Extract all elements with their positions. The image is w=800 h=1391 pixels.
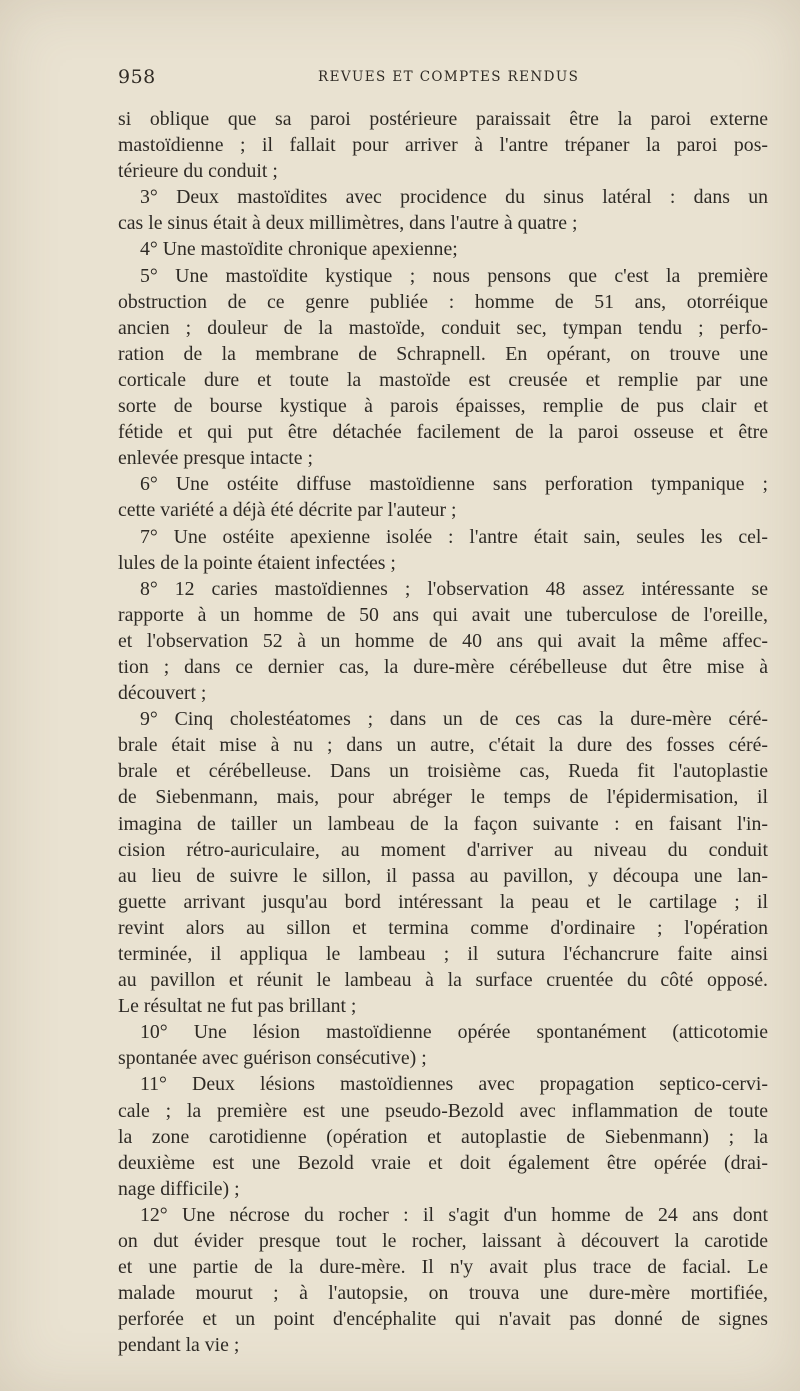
text-line: rapporte à un homme de 50 ans qui avait une tuberculose de l'oreille, bbox=[118, 603, 768, 626]
text-line: au lieu de suivre le sillon, il passa au pavillon, y découpa une lan- bbox=[118, 864, 768, 887]
text-line: 11° Deux lésions mastoïdiennes avec propagation septico-cervi- bbox=[140, 1073, 768, 1096]
text-line: si oblique que sa paroi postérieure paraissait être la paroi externe bbox=[118, 108, 768, 130]
text-line: perforée et un point d'encéphalite qui n'avait pas donné de signes bbox=[118, 1308, 768, 1331]
text-line: cale ; la première est une pseudo-Bezold avec inflammation de toute bbox=[118, 1099, 768, 1122]
text-line: découvert ; bbox=[118, 682, 207, 705]
text-line: guette arrivant jusqu'au bord intéressant la peau et le cartilage ; il bbox=[118, 890, 768, 913]
text-line: Le résultat ne fut pas brillant ; bbox=[118, 995, 357, 1018]
text-line: brale était mise à nu ; dans un autre, c'était la dure des fosses céré- bbox=[118, 734, 768, 757]
text-line: 8° 12 caries mastoïdiennes ; l'observation 48 assez intéressante se bbox=[140, 577, 768, 600]
text-line: ration de la membrane de Schrapnell. En opérant, on trouve une bbox=[118, 342, 768, 365]
text-line: 3° Deux mastoïdites avec procidence du sinus latéral : dans un bbox=[140, 186, 768, 209]
text-line: obstruction de ce genre publiée : homme de 51 ans, otorréique bbox=[118, 290, 768, 313]
page-number: 958 bbox=[118, 66, 156, 88]
text-line: tion ; dans ce dernier cas, la dure-mère cérébelleuse dut être mise à bbox=[118, 655, 768, 678]
text-line: brale et cérébelleuse. Dans un troisième cas, Rueda fit l'autoplastie bbox=[118, 760, 768, 783]
text-line: 10° Une lésion mastoïdienne opérée spontanément (atticotomie bbox=[140, 1021, 768, 1044]
text-line: 9° Cinq cholestéatomes ; dans un de ces cas la dure-mère céré- bbox=[140, 708, 768, 731]
text-line: 6° Une ostéite diffuse mastoïdienne sans perforation tympanique ; bbox=[140, 473, 768, 496]
text-line: la zone carotidienne (opération et autoplastie de Siebenmann) ; la bbox=[118, 1125, 768, 1148]
text-line: lules de la pointe étaient infectées ; bbox=[118, 551, 396, 574]
text-line: malade mourut ; à l'autopsie, on trouva une dure-mère mortifiée, bbox=[118, 1282, 768, 1305]
text-line: et une partie de la dure-mère. Il n'y avait plus trace de facial. Le bbox=[118, 1256, 768, 1279]
text-line: de Siebenmann, mais, pour abréger le temps de l'épidermisation, il bbox=[118, 786, 768, 809]
text-line: revint alors au sillon et termina comme d'ordinaire ; l'opération bbox=[118, 916, 768, 939]
text-line: enlevée presque intacte ; bbox=[118, 447, 313, 470]
text-line: au pavillon et réunit le lambeau à la surface cruentée du côté opposé. bbox=[118, 969, 768, 992]
text-line: cas le sinus était à deux millimètres, dans l'autre à quatre ; bbox=[118, 212, 578, 235]
text-line: sorte de bourse kystique à parois épaisses, remplie de pus clair et bbox=[118, 395, 768, 418]
text-line: 5° Une mastoïdite kystique ; nous pensons que c'est la première bbox=[140, 264, 768, 287]
text-line: fétide et qui put être détachée facilement de la paroi osseuse et être bbox=[118, 421, 768, 444]
text-line: ancien ; douleur de la mastoïde, conduit sec, tympan tendu ; perfo- bbox=[118, 316, 768, 339]
text-line: corticale dure et toute la mastoïde est creusée et remplie par une bbox=[118, 368, 768, 391]
body-text bbox=[118, 106, 768, 1359]
text-line: et l'observation 52 à un homme de 40 ans qui avait la même affec- bbox=[118, 629, 768, 652]
text-line: térieure du conduit ; bbox=[118, 160, 278, 183]
page-header bbox=[118, 66, 768, 90]
text-line: pendant la vie ; bbox=[118, 1334, 240, 1357]
text-line: terminée, il appliqua le lambeau ; il sutura l'échancrure faite ainsi bbox=[118, 943, 768, 965]
text-line: imagina de tailler un lambeau de la façon suivante : en faisant l'in- bbox=[118, 812, 768, 835]
text-line: on dut évider presque tout le rocher, laissant à découvert la carotide bbox=[118, 1230, 768, 1253]
text-line: nage difficile) ; bbox=[118, 1177, 240, 1200]
text-line: spontanée avec guérison consécutive) ; bbox=[118, 1047, 427, 1070]
text-line: 12° Une nécrose du rocher : il s'agit d'un homme de 24 ans dont bbox=[140, 1203, 768, 1226]
text-line: 7° Une ostéite apexienne isolée : l'antre était sain, seules les cel- bbox=[140, 525, 768, 548]
text-line: cette variété a déjà été décrite par l'auteur ; bbox=[118, 499, 457, 522]
text-line: deuxième est une Bezold vraie et doit également être opérée (drai- bbox=[118, 1151, 768, 1174]
text-line: cision rétro-auriculaire, au moment d'arriver au niveau du conduit bbox=[118, 838, 768, 861]
text-line: mastoïdienne ; il fallait pour arriver à l'antre trépaner la paroi pos- bbox=[118, 134, 768, 157]
text-line: 4° Une mastoïdite chronique apexienne; bbox=[140, 238, 458, 261]
running-head: REVUES ET COMPTES RENDUS bbox=[318, 69, 580, 85]
